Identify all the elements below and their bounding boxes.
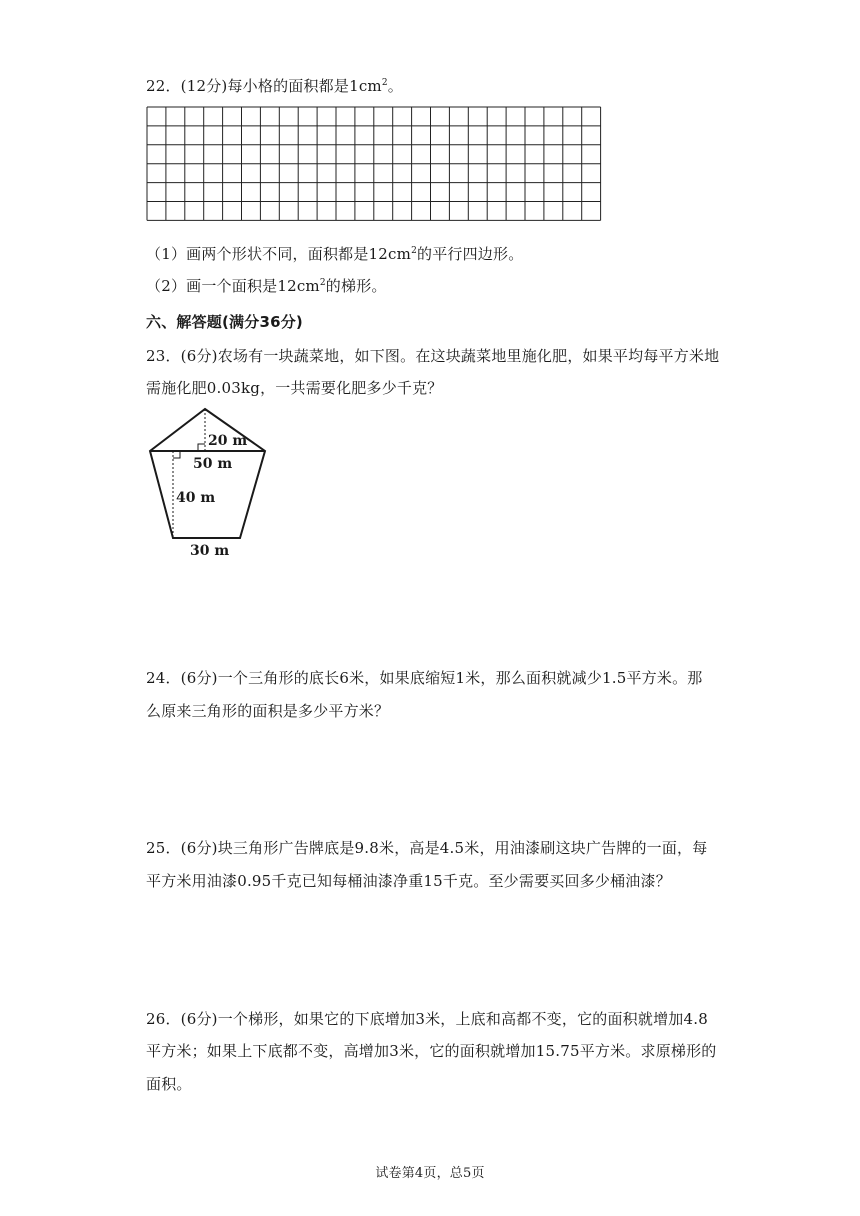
right-angle-mark-left — [173, 451, 180, 458]
q22-sub2: （2）画一个面积是$12cm^2$的梯形。 — [146, 277, 387, 295]
q23-line1: 23．(6分)农场有一块蔬菜地，如下图。在这块蔬菜地里施化肥，如果平均每平方米地 — [146, 347, 720, 365]
pentagon-figure — [140, 404, 280, 560]
q25-line1: 25．(6分)块三角形广告牌底是9.8米，高是4.5米，用油漆刷这块广告牌的一面，每 — [146, 839, 708, 857]
q25-line2: 平方米用油漆0.95千克已知每桶油漆净重15千克。至少需要买回多少桶油漆？ — [146, 872, 671, 890]
q24-line2: 么原来三角形的面积是多少平方米？ — [146, 702, 390, 720]
label-trapezoid-height: 40 m — [176, 490, 216, 506]
q26-line2: 平方米；如果上下底都不变，高增加3米，它的面积就增加15.75平方米。求原梯形的 — [146, 1042, 717, 1060]
grid-paper — [146, 106, 604, 224]
q26-line3: 面积。 — [146, 1075, 192, 1093]
pentagon-outline — [150, 409, 265, 538]
q26-line1: 26．(6分)一个梯形，如果它的下底增加3米，上底和高都不变，它的面积就增加4.8 — [146, 1010, 708, 1028]
label-top-height: 20 m — [208, 433, 248, 449]
label-middle-width: 50 m — [193, 456, 233, 472]
section-heading: 六、解答题(满分36分) — [146, 313, 303, 331]
right-angle-mark-top — [198, 444, 205, 451]
q24-line1: 24．(6分)一个三角形的底长6米，如果底缩短1米，那么面积就减少1.5平方米。那 — [146, 669, 703, 687]
q22-title: 22．(12分)每小格的面积都是$1cm^2$。 — [146, 77, 403, 95]
q23-line2: 需施化肥0.03kg，一共需要化肥多少千克？ — [146, 379, 443, 397]
page-footer: 试卷第4页，总5页 — [375, 1166, 485, 1181]
q22-sub1: （1）画两个形状不同，面积都是$12cm^2$的平行四边形。 — [146, 245, 524, 263]
label-bottom-width: 30 m — [190, 543, 230, 559]
